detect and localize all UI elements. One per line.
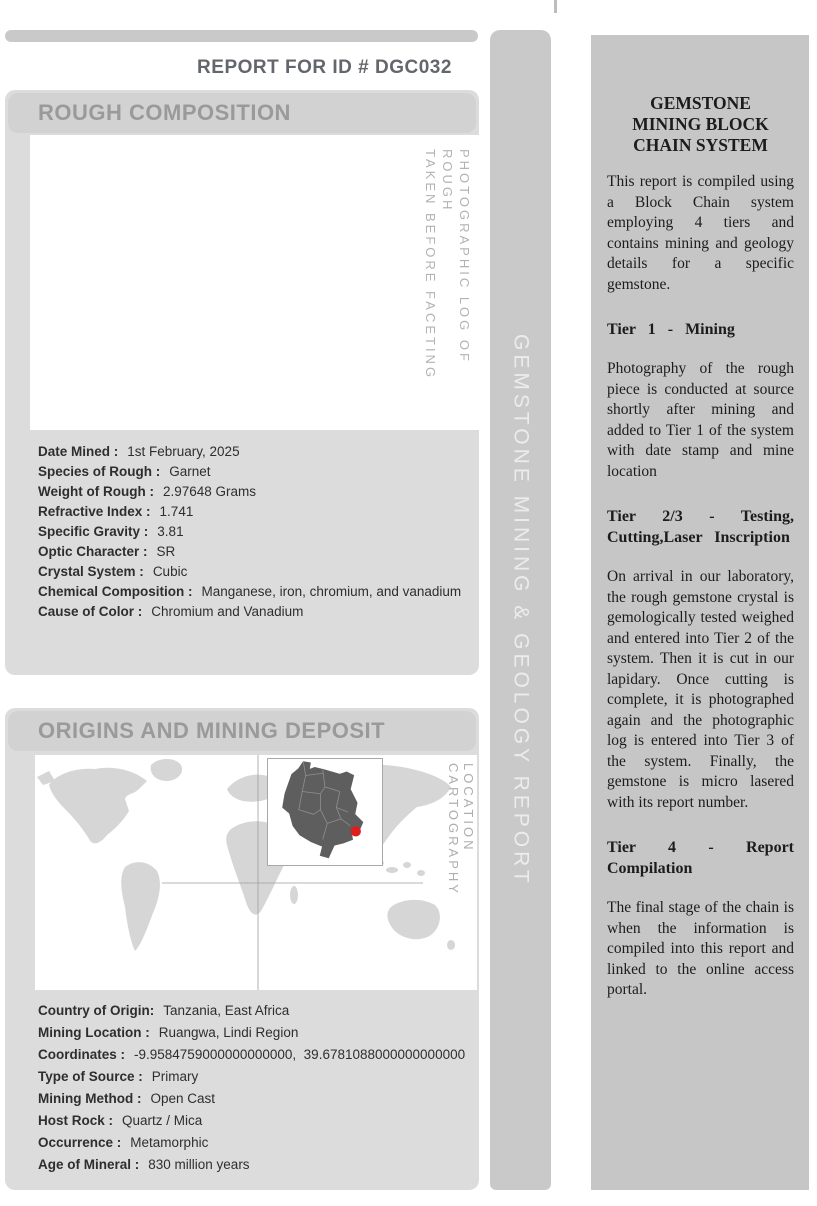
field-label: Type of Source : xyxy=(38,1069,143,1084)
field-label: Date Mined : xyxy=(38,444,119,459)
field-label: Mining Method : xyxy=(38,1091,142,1106)
field-row xyxy=(38,562,461,582)
field-row xyxy=(38,1110,465,1132)
field-value: Garnet xyxy=(169,464,211,479)
field-value: 2.97648 Grams xyxy=(162,484,257,499)
vertical-banner xyxy=(490,30,551,1190)
field-value: Ruangwa, Lindi Region xyxy=(158,1025,299,1040)
field-label: Crystal System : xyxy=(38,564,144,579)
field-value: Chromium and Vanadium xyxy=(151,604,304,619)
field-label: Age of Mineral : xyxy=(38,1157,140,1172)
field-row xyxy=(38,582,461,602)
photo-log-caption xyxy=(422,149,473,430)
top-edge-dash xyxy=(554,0,557,13)
field-value: Quartz / Mica xyxy=(122,1113,203,1128)
field-label: Mining Location : xyxy=(38,1025,150,1040)
page-title: REPORT FOR ID # DGC032 xyxy=(197,57,452,78)
vertical-banner-text: GEMSTONE MINING & GEOLOGY REPORT xyxy=(509,333,533,887)
field-value: 830 million years xyxy=(148,1157,250,1172)
field-label: Host Rock : xyxy=(38,1113,114,1128)
field-value: 3.81 xyxy=(157,524,184,539)
sidebar-title: GEMSTONE MINING BLOCK CHAIN SYSTEM xyxy=(632,93,769,155)
sidebar-section-body: On arrival in our laboratory, the rough gemstone crystal is gemologically tested weighed and entered into Tier 2 of the system. Then it is cut in our lapidary. Once cutting is complete, it is photographed again and the photographic log is entered into Tier 3 of the system. Finally, the gemstone is micro lasered with its report number. xyxy=(607,568,794,811)
field-row xyxy=(38,1066,465,1088)
sidebar-section-body: The final stage of the chain is when the information is compiled into this report and linked to the online access portal. xyxy=(607,899,794,998)
world-map xyxy=(35,755,477,990)
field-row xyxy=(38,1044,465,1066)
field-label: Specific Gravity : xyxy=(38,524,149,539)
field-label: Cause of Color : xyxy=(38,604,143,619)
field-row xyxy=(38,1154,465,1176)
field-row xyxy=(38,442,461,462)
field-row xyxy=(38,462,461,482)
field-value: SR xyxy=(156,544,176,559)
sidebar-section-heading: Tier 1 - Mining xyxy=(607,321,735,338)
field-row xyxy=(38,602,461,622)
sidebar-intro: This report is compiled using a Block Chain system employing 4 tiers and contains mining and geology details for a specific gemstone. xyxy=(607,173,794,293)
origins-panel xyxy=(5,708,479,1190)
field-value: Primary xyxy=(151,1069,199,1084)
field-row xyxy=(38,502,461,522)
location-map-area xyxy=(35,755,477,990)
field-row xyxy=(38,542,461,562)
sidebar-section-body: Photography of the rough piece is conducted at source shortly after mining and added to Tier 1 of the system with date stamp and mine location xyxy=(607,360,794,480)
photo-log-caption-line: TAKEN BEFORE FACETING xyxy=(423,149,438,381)
field-value: Cubic xyxy=(152,564,188,579)
field-row xyxy=(38,1132,465,1154)
field-value: Open Cast xyxy=(150,1091,216,1106)
panel-top-bar xyxy=(5,30,478,42)
field-value: 1st February, 2025 xyxy=(127,444,240,459)
rough-composition-fields xyxy=(38,442,461,622)
field-row xyxy=(38,482,461,502)
rough-composition-header: ROUGH COMPOSITION xyxy=(8,93,476,133)
field-label: Occurrence : xyxy=(38,1135,122,1150)
map-caption: LOCATION CARTOGRAPHY xyxy=(446,763,476,896)
field-label: Optic Character : xyxy=(38,544,148,559)
field-row xyxy=(38,1000,465,1022)
rough-composition-panel xyxy=(5,90,479,675)
field-label: Chemical Composition : xyxy=(38,584,193,599)
blockchain-sidebar xyxy=(591,35,809,1190)
field-label: Country of Origin: xyxy=(38,1003,155,1018)
tanzania-inset-map xyxy=(267,758,383,866)
mine-location-marker xyxy=(351,826,361,836)
field-value: Manganese, iron, chromium, and vanadium xyxy=(201,584,462,599)
field-row xyxy=(38,1088,465,1110)
photo-log-caption-line: PHOTOGRAPHIC LOG OF ROUGH xyxy=(440,149,472,364)
field-value: -9.9584759000000000000, 39.6781088000000000000 xyxy=(134,1047,466,1062)
tanzania-shape xyxy=(283,762,363,858)
field-value: Metamorphic xyxy=(130,1135,209,1150)
field-label: Weight of Rough : xyxy=(38,484,154,499)
field-value: 1.741 xyxy=(159,504,194,519)
field-label: Species of Rough : xyxy=(38,464,161,479)
origins-header: ORIGINS AND MINING DEPOSIT xyxy=(8,711,476,751)
field-label: Coordinates : xyxy=(38,1047,126,1062)
sidebar-section-heading: Tier 2/3 - Testing, Cutting,Laser Inscription xyxy=(607,508,794,546)
field-value: Tanzania, East Africa xyxy=(163,1003,290,1018)
field-row xyxy=(38,522,461,542)
field-label: Refractive Index : xyxy=(38,504,151,519)
photo-log-area xyxy=(30,135,479,430)
field-row xyxy=(38,1022,465,1044)
origins-fields xyxy=(38,1000,465,1176)
sidebar-section-heading: Tier 4 - Report Compilation xyxy=(607,839,794,877)
